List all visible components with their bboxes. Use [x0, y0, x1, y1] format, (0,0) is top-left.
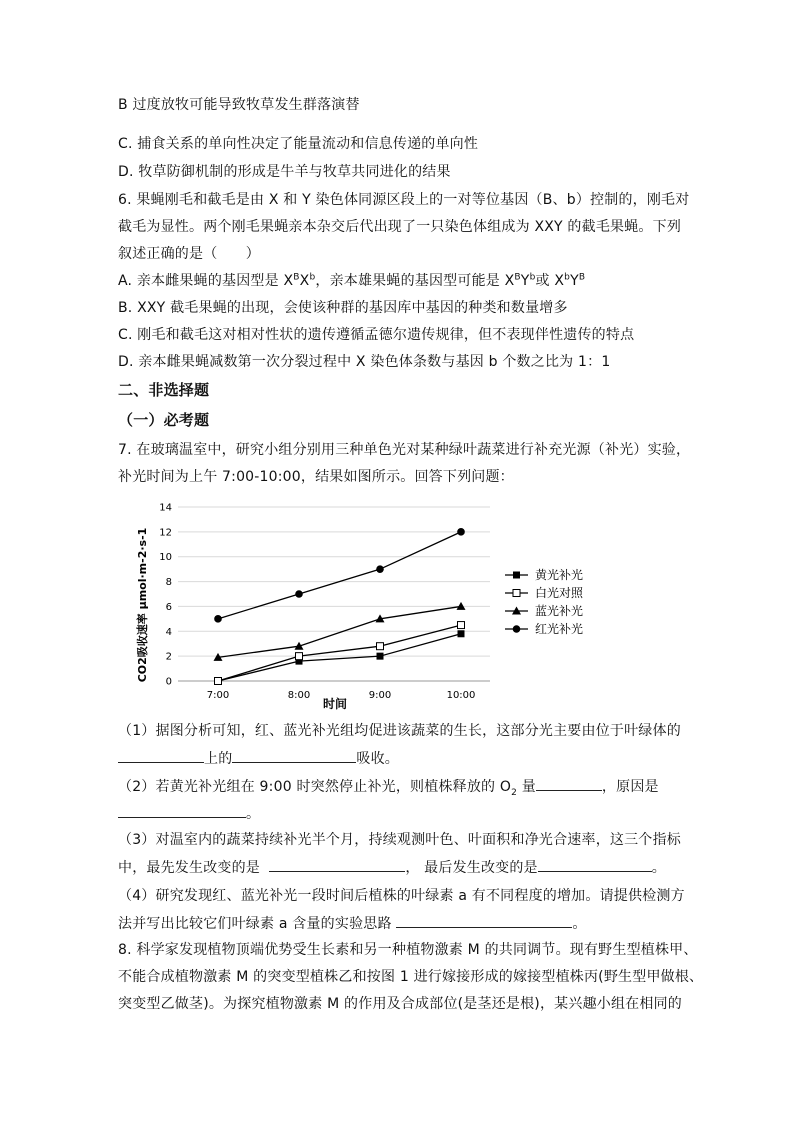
legend-label: 蓝光补光: [535, 604, 584, 618]
question-7-sub-1-line-1: （1）据图分析可知，红、蓝光补光组均促进该蔬菜的生长，这部分光主要由位于叶绿体的: [118, 723, 681, 739]
data-point: [513, 625, 521, 633]
data-point: [377, 653, 384, 660]
option-5b: B 过度放牧可能导致牧草发生群落演替: [118, 97, 360, 113]
answer-blank-1[interactable]: [118, 748, 204, 763]
question-6-line-3: 叙述正确的是（ ）: [118, 246, 260, 262]
x-axis-label: 时间: [322, 697, 348, 711]
option-5c: C. 捕食关系的单向性决定了能量流动和信息传递的单向性: [118, 136, 479, 152]
legend-label: 红光补光: [535, 622, 584, 636]
data-point: [457, 528, 465, 536]
question-6-line-1: 6. 果蝇刚毛和截毛是由 X 和 Y 染色体同源区段上的一对等位基因（B、b）控制的，刚毛对: [118, 192, 690, 208]
data-point: [214, 615, 222, 623]
legend-item: [505, 585, 584, 600]
question-7-line-1: 7. 在玻璃温室中，研究小组分别用三种单色光对某种绿叶蔬菜进行补充光源（补光）实验，: [118, 442, 691, 458]
option-6c: C. 刚毛和截毛这对相对性状的遗传遵循孟德尔遗传规律，但不表现伴性遗传的特点: [118, 327, 635, 343]
option-6b: B. XXY 截毛果蝇的出现，会使该种群的基因库中基因的种类和数量增多: [118, 300, 568, 316]
data-point: [296, 653, 303, 660]
question-7-sub-3-line-2: 中，最先发生改变的是 ， 最后发生改变的是 。: [118, 857, 666, 878]
answer-blank-6[interactable]: [538, 857, 652, 872]
question-6-line-2: 截毛为显性。两个刚毛果蝇亲本杂交后代出现了一只染色体组成为 XXY 的截毛果蝇。下列: [118, 219, 682, 235]
co2-absorption-line-chart: [120, 495, 640, 715]
answer-blank-3[interactable]: [536, 776, 602, 791]
legend-item: [505, 621, 583, 636]
answer-blank-7[interactable]: [396, 913, 572, 928]
data-point: [377, 643, 384, 650]
data-point: [295, 590, 303, 598]
section-heading-nonchoice: 二、非选择题: [118, 381, 210, 399]
series-line: [218, 532, 461, 619]
chart-legend: [505, 567, 584, 636]
section-subheading-required: （一）必考题: [118, 411, 210, 429]
y-tick-label: 4: [165, 626, 172, 638]
legend-label: 黄光补光: [535, 568, 584, 582]
series-circle-filled: [214, 528, 465, 623]
question-7-sub-2-line-1: （2）若黄光补光组在 9:00 时突然停止补光，则植株释放的 $O_2$ 量 ，原因是: [118, 776, 659, 797]
data-point: [513, 590, 520, 597]
x-tick-label: 9:00: [368, 690, 392, 701]
option-5d: D. 牧草防御机制的形成是牛羊与牧草共同进化的结果: [118, 164, 451, 180]
legend-label: 白光对照: [535, 586, 584, 600]
question-8-line-2: 不能合成植物激素 M 的突变型植株乙和按图 1 进行嫁接形成的嫁接型植株丙(野生型甲做根、: [118, 969, 704, 985]
option-6a: A. 亲本雌果蝇的基因型是 $X^BX^b$，亲本雄果蝇的基因型可能是 $X^BY^b$或 $X^bY^B$: [118, 272, 586, 289]
x-tick-label: 7:00: [206, 690, 230, 701]
data-point: [458, 630, 465, 637]
y-tick-label: 10: [159, 552, 172, 564]
y-tick-label: 6: [165, 601, 172, 613]
y-tick-label: 12: [159, 527, 172, 539]
option-6d: D. 亲本雌果蝇减数第一次分裂过程中 X 染色体条数与基因 b 个数之比为 1：1: [118, 354, 611, 370]
y-tick-label: 2: [165, 651, 172, 663]
answer-blank-4[interactable]: [118, 803, 246, 818]
series-line: [218, 634, 461, 681]
y-tick-labels: [159, 503, 172, 688]
data-point: [458, 622, 465, 629]
series-line: [218, 606, 461, 657]
x-tick-label: 8:00: [287, 690, 311, 701]
question-7-line-2: 补光时间为上午 7:00-10:00，结果如图所示。回答下列问题：: [118, 469, 514, 485]
series-square-filled: [215, 630, 465, 684]
answer-blank-2[interactable]: [232, 748, 356, 763]
y-tick-label: 0: [165, 676, 172, 688]
question-8-line-3: 突变型乙做茎)。为探究植物激素 M 的作用及合成部位(是茎还是根)，某兴趣小组在相同的: [118, 996, 682, 1012]
x-tick-label: 10:00: [446, 690, 476, 701]
y-axis-label: CO2吸收速率 μmol·m-2·s-1: [136, 527, 149, 683]
data-point: [215, 678, 222, 685]
question-7-sub-1-line-2: 上的 吸收。: [118, 748, 399, 769]
answer-blank-5[interactable]: [269, 857, 405, 872]
data-point: [376, 565, 384, 573]
data-point: [513, 572, 520, 579]
question-8-line-1: 8. 科学家发现植物顶端优势受生长素和另一种植物激素 M 的共同调节。现有野生型植株甲、: [118, 942, 698, 958]
question-7-sub-4-line-1: （4）研究发现红、蓝光补光一段时间后植株的叶绿素 a 有不同程度的增加。请提供检测方: [118, 888, 685, 904]
y-tick-label: 8: [165, 577, 172, 589]
y-tick-label: 14: [159, 502, 172, 514]
question-7-sub-2-line-2: 。: [118, 803, 260, 824]
legend-item: [505, 567, 583, 582]
question-7-sub-4-line-2: 法并写出比较它们叶绿素 a 含量的实验思路 。: [118, 913, 587, 934]
legend-item: [505, 603, 583, 618]
question-7-sub-3-line-1: （3）对温室内的蔬菜持续补光半个月，持续观测叶色、叶面积和净光合速率，这三个指标: [118, 832, 681, 848]
